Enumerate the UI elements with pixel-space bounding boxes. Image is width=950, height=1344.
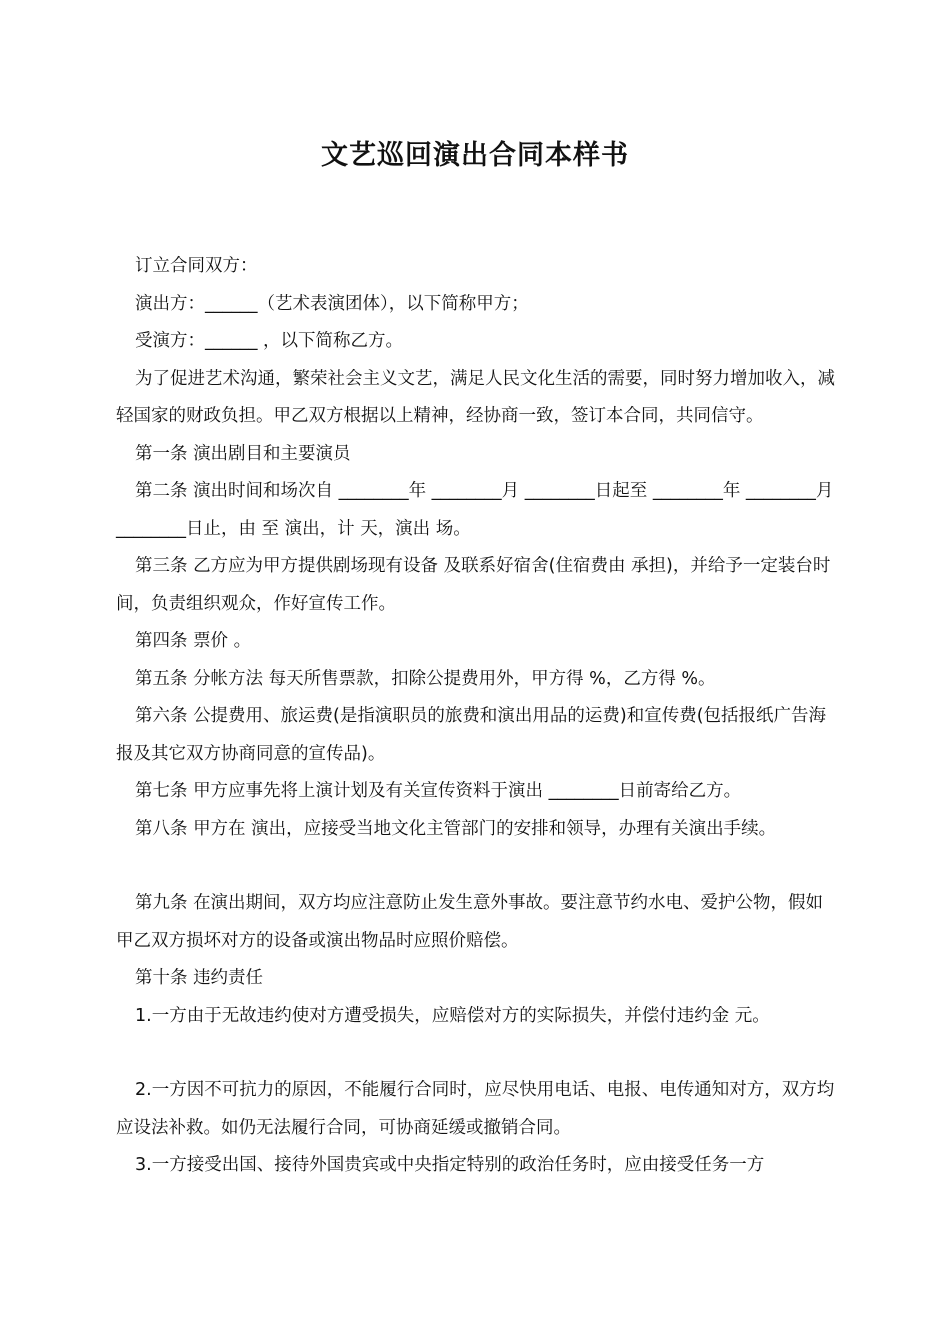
document-title: 文艺巡回演出合同本样书 xyxy=(321,140,629,171)
clause-10: 第十条 违约责任 xyxy=(135,968,264,988)
paragraph-party-a: 演出方：______（艺术表演团体），以下简称甲方； xyxy=(135,293,529,314)
clause-6: 第六条 公提费用、旅运费(是指演职员的旅费和演出用品的运费)和宣传费(包括报纸广告海报及其它双方协商同意的宣传品)。 xyxy=(116,706,827,764)
clause-4: 第四条 票价 。 xyxy=(135,631,252,651)
paragraph-preamble: 为了促进艺术沟通，繁荣社会主义文艺，满足人民文化生活的需要，同时努力增加收入，减轻国家的财政负担。甲乙双方根据以上精神，经协商一致，签订本合同，共同信守。 xyxy=(116,368,835,426)
paragraph-parties-intro: 订立合同双方： xyxy=(135,256,258,276)
clause-3: 第三条 乙方应为甲方提供剧场现有设备 及联系好宿舍(住宿费由 承担)，并给予一定装台时间，负责组织观众，作好宣传工作。 xyxy=(116,556,831,614)
clause-5: 第五条 分帐方法 每天所售票款，扣除公提费用外，甲方得 %，乙方得 %。 xyxy=(135,668,716,689)
clause-9: 第九条 在演出期间，双方均应注意防止发生意外事故。要注意节约水电、爱护公物，假如甲乙双方损坏对方的设备或演出物品时应照价赔偿。 xyxy=(116,893,824,951)
clause-10-item-1: 1.一方由于无故违约使对方遭受损失，应赔偿对方的实际损失，并偿付违约金 元。 xyxy=(135,1005,770,1026)
paragraph-party-b: 受演方：______ ，以下简称乙方。 xyxy=(135,331,404,351)
clause-2: 第二条 演出时间和场次自 ________年 ________月 ________日起至 ________年 ________月 ________日止，由 至 演出，计 天，演出 场。 xyxy=(116,481,834,539)
document-body xyxy=(116,248,838,1185)
clause-7: 第七条 甲方应事先将上演计划及有关宣传资料于演出 ________日前寄给乙方。 xyxy=(135,781,742,801)
clause-8: 第八条 甲方在 演出，应接受当地文化主管部门的安排和领导，办理有关演出手续。 xyxy=(135,818,777,839)
clause-1: 第一条 演出剧目和主要演员 xyxy=(135,443,351,464)
clause-10-item-2: 2.一方因不可抗力的原因，不能履行合同时，应尽快用电话、电报、电传通知对方，双方均应设法补救。如仍无法履行合同，可协商延缓或撤销合同。 xyxy=(116,1080,835,1138)
clause-10-item-3: 3.一方接受出国、接待外国贵宾或中央指定特别的政治任务时，应由接受任务一方 xyxy=(135,1155,765,1175)
